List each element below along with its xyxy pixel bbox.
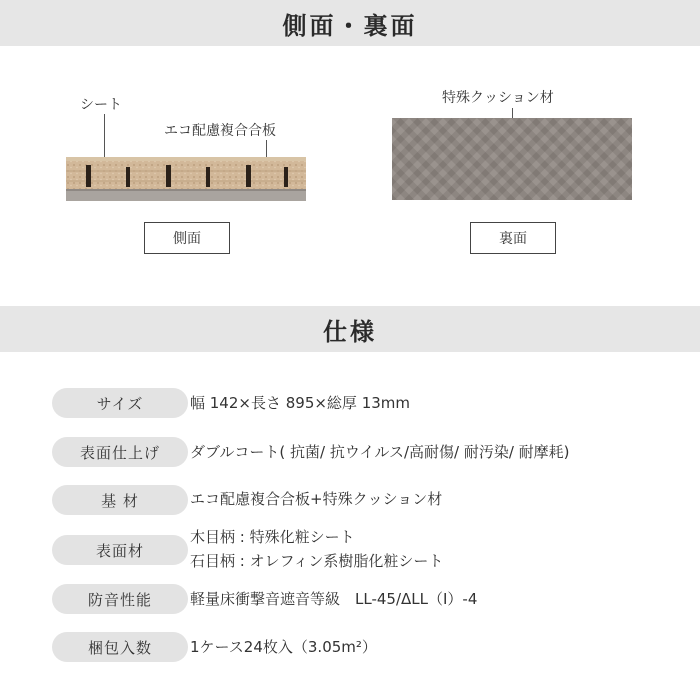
spec-value-size: 幅 142×長さ 895×総厚 13mm	[190, 394, 411, 412]
spec-label-packing: 梱包入数	[52, 632, 188, 662]
spec-value-packing: 1ケース24枚入（3.05m²）	[190, 638, 377, 656]
spec-label-finish: 表面仕上げ	[52, 437, 188, 467]
section-header-side-back	[0, 0, 700, 46]
back-surface-image	[392, 118, 632, 200]
spec-value-finish: ダブルコート( 抗菌/ 抗ウイルス/高耐傷/ 耐汚染/ 耐摩耗)	[190, 443, 570, 461]
spec-label-surface: 表面材	[52, 535, 188, 565]
side-caption-box	[144, 222, 230, 254]
side-cross-section-image	[66, 157, 306, 201]
spec-value-base: エコ配慮複合合板+特殊クッション材	[190, 490, 443, 508]
section-title: 側面・裏面	[282, 11, 418, 40]
back-caption-box	[470, 222, 556, 254]
section-header-spec	[0, 306, 700, 352]
spec-label-size: サイズ	[52, 388, 188, 418]
spec-value-surface-wood: 木目柄 : 特殊化粧シート	[190, 528, 355, 546]
spec-label-base: 基 材	[52, 485, 188, 515]
cushion-label: 特殊クッション材	[442, 90, 554, 106]
plywood-label: エコ配慮複合合板	[164, 123, 276, 139]
side-caption: 側面	[173, 231, 201, 247]
back-caption: 裏面	[499, 231, 527, 247]
spec-label-soundproof: 防音性能	[52, 584, 188, 614]
spec-value-surface-stone: 石目柄 : オレフィン系樹脂化粧シート	[190, 552, 444, 570]
spec-value-soundproof: 軽量床衝撃音遮音等級 LL-45/ΔLL（I）-4	[190, 590, 478, 608]
sheet-label: シート	[80, 97, 122, 113]
spec-title: 仕様	[323, 317, 377, 346]
